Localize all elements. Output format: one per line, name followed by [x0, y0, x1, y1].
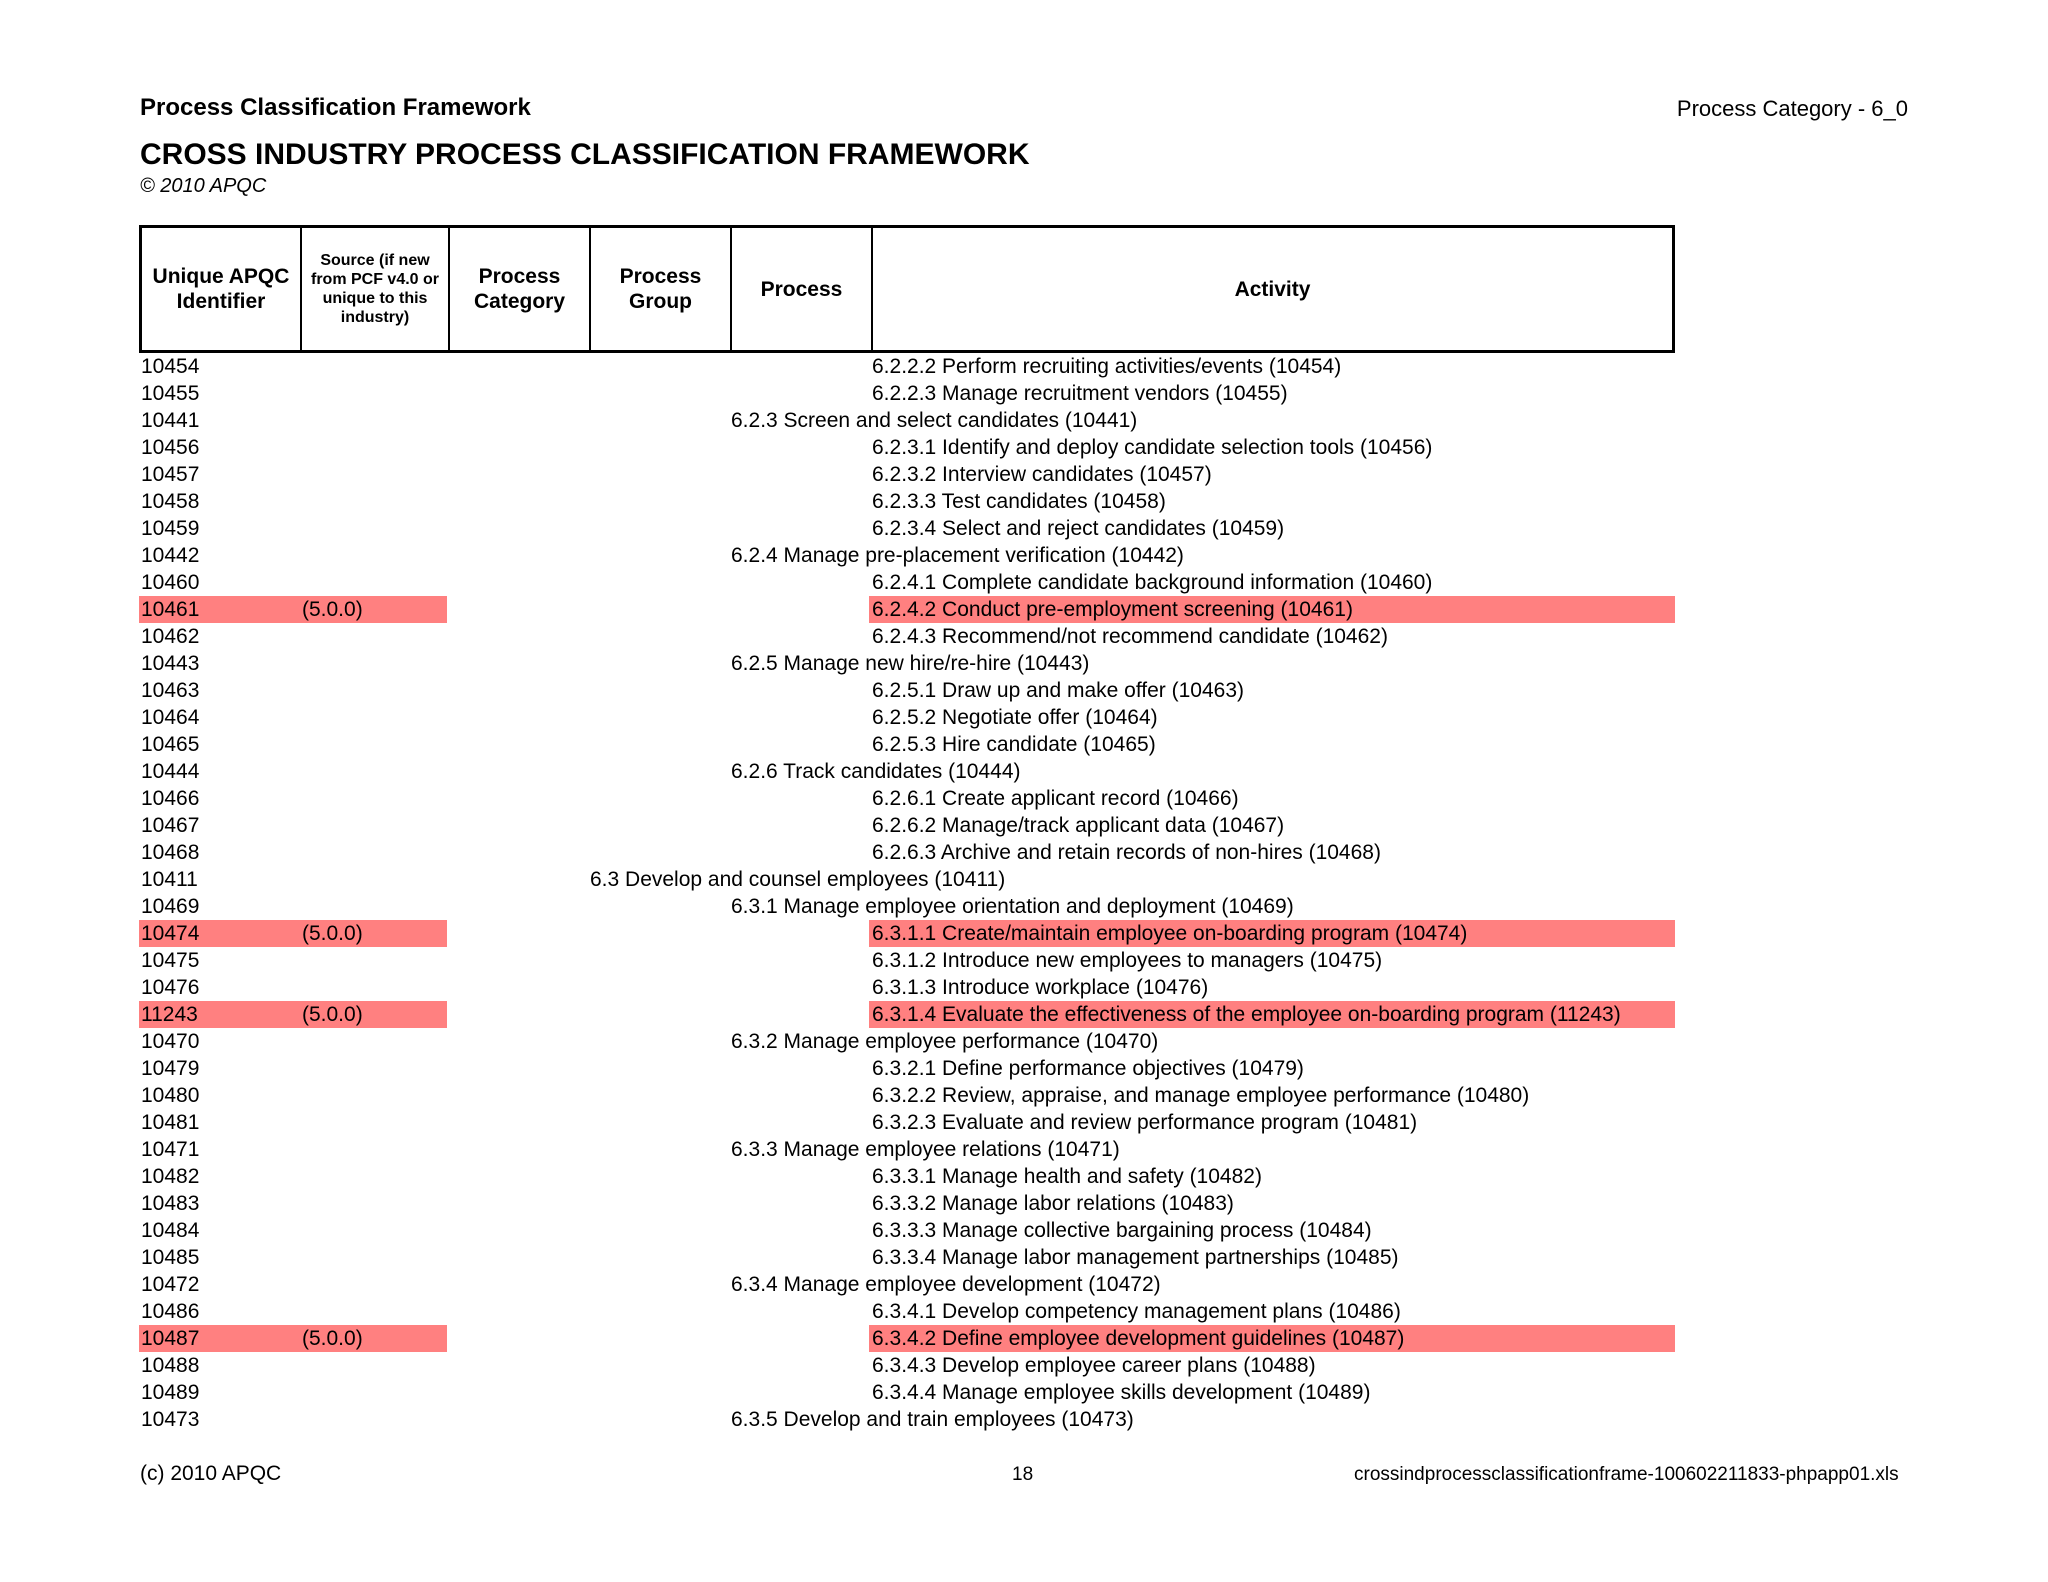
row-identifier: 10483	[141, 1192, 200, 1215]
row-identifier: 10462	[141, 625, 200, 648]
row-source: (5.0.0)	[302, 1003, 363, 1026]
row-description: 6.2.3.2 Interview candidates (10457)	[872, 463, 1212, 486]
row-identifier: 10460	[141, 571, 200, 594]
column-header-source: Source (if new from PCF v4.0 or unique to this industry)	[302, 228, 450, 350]
table-row	[139, 623, 1675, 650]
table-row	[139, 515, 1675, 542]
row-description: 6.2.4.1 Complete candidate background information (10460)	[872, 571, 1433, 594]
table-row	[139, 731, 1675, 758]
page-title: CROSS INDUSTRY PROCESS CLASSIFICATION FRAMEWORK	[140, 138, 1030, 171]
table-row	[139, 380, 1675, 407]
table-row	[139, 812, 1675, 839]
table-row	[139, 1136, 1675, 1163]
row-identifier: 10468	[141, 841, 200, 864]
row-identifier: 10481	[141, 1111, 200, 1134]
row-description: 6.3.3 Manage employee relations (10471)	[731, 1138, 1120, 1161]
row-description: 6.3.2.2 Review, appraise, and manage employee performance (10480)	[872, 1084, 1530, 1107]
table-row	[139, 1244, 1675, 1271]
table-row	[139, 1379, 1675, 1406]
row-identifier: 10475	[141, 949, 200, 972]
row-identifier: 10411	[141, 868, 198, 891]
header-right-category: Process Category - 6_0	[1676, 96, 1908, 121]
table-row	[139, 569, 1675, 596]
row-identifier: 10469	[141, 895, 200, 918]
table-row	[139, 1298, 1675, 1325]
row-description: 6.3 Develop and counsel employees (10411)	[590, 868, 1006, 891]
row-identifier: 10488	[141, 1354, 200, 1377]
row-description: 6.3.1.3 Introduce workplace (10476)	[872, 976, 1209, 999]
row-description: 6.3.3.2 Manage labor relations (10483)	[872, 1192, 1234, 1215]
row-description: 6.3.3.4 Manage labor management partnerships (10485)	[872, 1246, 1399, 1269]
table-row	[139, 1352, 1675, 1379]
row-source: (5.0.0)	[302, 598, 363, 621]
table-row	[139, 893, 1675, 920]
row-description: 6.3.2.1 Define performance objectives (10479)	[872, 1057, 1304, 1080]
row-identifier: 10457	[141, 463, 200, 486]
row-identifier: 10458	[141, 490, 200, 513]
row-description: 6.2.6.1 Create applicant record (10466)	[872, 787, 1239, 810]
row-description: 6.2.5.1 Draw up and make offer (10463)	[872, 679, 1245, 702]
row-identifier: 10485	[141, 1246, 200, 1269]
row-identifier: 10482	[141, 1165, 200, 1188]
row-identifier: 10474	[141, 922, 200, 945]
row-description: 6.3.3.3 Manage collective bargaining process (10484)	[872, 1219, 1372, 1242]
row-identifier: 10472	[141, 1273, 200, 1296]
row-description: 6.3.1 Manage employee orientation and deployment (10469)	[731, 895, 1294, 918]
table-row	[139, 542, 1675, 569]
row-description: 6.3.2.3 Evaluate and review performance program (10481)	[872, 1111, 1418, 1134]
column-header-id: Unique APQC Identifier	[142, 228, 302, 350]
table-row	[139, 947, 1675, 974]
row-description: 6.2.5 Manage new hire/re-hire (10443)	[731, 652, 1090, 675]
table-row	[139, 1001, 1675, 1028]
row-identifier: 10479	[141, 1057, 200, 1080]
row-source: (5.0.0)	[302, 922, 363, 945]
table-row	[139, 1082, 1675, 1109]
row-description: 6.3.2 Manage employee performance (10470)	[731, 1030, 1159, 1053]
header-left-title: Process Classification Framework	[140, 94, 531, 121]
row-description: 6.2.6.3 Archive and retain records of non-hires (10468)	[872, 841, 1381, 864]
table-row	[139, 1217, 1675, 1244]
table-row	[139, 866, 1675, 893]
row-identifier: 10442	[141, 544, 200, 567]
row-identifier: 10443	[141, 652, 200, 675]
row-identifier: 10466	[141, 787, 200, 810]
row-identifier: 10456	[141, 436, 200, 459]
row-description: 6.3.4.3 Develop employee career plans (10488)	[872, 1354, 1316, 1377]
row-description: 6.3.4 Manage employee development (10472)	[731, 1273, 1161, 1296]
table-row	[139, 677, 1675, 704]
footer-copyright: (c) 2010 APQC	[140, 1462, 282, 1485]
table-row	[139, 920, 1675, 947]
row-identifier: 10467	[141, 814, 200, 837]
row-description: 6.3.4.4 Manage employee skills development (10489)	[872, 1381, 1371, 1404]
row-source: (5.0.0)	[302, 1327, 363, 1350]
table-row	[139, 1406, 1675, 1433]
table-row	[139, 758, 1675, 785]
table-row	[139, 488, 1675, 515]
row-identifier: 10465	[141, 733, 200, 756]
table-row	[139, 407, 1675, 434]
row-description: 6.2.4 Manage pre-placement verification (10442)	[731, 544, 1184, 567]
table-row	[139, 1190, 1675, 1217]
table-row	[139, 596, 1675, 623]
table-row	[139, 785, 1675, 812]
column-header-category: Process Category	[450, 228, 591, 350]
row-description: 6.2.2.2 Perform recruiting activities/events (10454)	[872, 355, 1342, 378]
row-description: 6.2.3.4 Select and reject candidates (10459)	[872, 517, 1285, 540]
row-description: 6.2.4.3 Recommend/not recommend candidate (10462)	[872, 625, 1388, 648]
row-identifier: 11243	[141, 1003, 198, 1026]
row-identifier: 10455	[141, 382, 200, 405]
copyright: © 2010 APQC	[140, 175, 267, 197]
table-row	[139, 353, 1675, 380]
table-header	[139, 225, 1675, 353]
row-description: 6.3.1.1 Create/maintain employee on-boarding program (10474)	[872, 922, 1468, 945]
page-number: 18	[1012, 1464, 1034, 1485]
row-description: 6.2.3 Screen and select candidates (10441)	[731, 409, 1138, 432]
row-identifier: 10441	[141, 409, 200, 432]
row-identifier: 10459	[141, 517, 200, 540]
column-header-process: Process	[732, 228, 873, 350]
table-row	[139, 1163, 1675, 1190]
row-description: 6.2.3.3 Test candidates (10458)	[872, 490, 1166, 513]
row-identifier: 10471	[141, 1138, 200, 1161]
table-row	[139, 1055, 1675, 1082]
row-identifier: 10470	[141, 1030, 200, 1053]
row-description: 6.3.3.1 Manage health and safety (10482)	[872, 1165, 1262, 1188]
row-identifier: 10444	[141, 760, 200, 783]
column-header-group: Process Group	[591, 228, 732, 350]
row-identifier: 10487	[141, 1327, 200, 1350]
table-body	[139, 353, 1675, 1433]
row-identifier: 10486	[141, 1300, 200, 1323]
table-row	[139, 1271, 1675, 1298]
row-description: 6.2.3.1 Identify and deploy candidate selection tools (10456)	[872, 436, 1433, 459]
table-row	[139, 839, 1675, 866]
row-identifier: 10476	[141, 976, 200, 999]
row-description: 6.2.5.3 Hire candidate (10465)	[872, 733, 1156, 756]
row-identifier: 10464	[141, 706, 200, 729]
table-row	[139, 974, 1675, 1001]
table-row	[139, 434, 1675, 461]
table-row	[139, 1325, 1675, 1352]
row-description: 6.2.6.2 Manage/track applicant data (10467)	[872, 814, 1285, 837]
row-description: 6.3.4.1 Develop competency management plans (10486)	[872, 1300, 1401, 1323]
column-header-activity: Activity	[1234, 277, 1311, 301]
row-identifier: 10473	[141, 1408, 200, 1431]
row-description: 6.2.2.3 Manage recruitment vendors (10455)	[872, 382, 1288, 405]
row-identifier: 10463	[141, 679, 200, 702]
row-description: 6.3.5 Develop and train employees (10473)	[731, 1408, 1134, 1431]
row-description: 6.2.6 Track candidates (10444)	[731, 760, 1021, 783]
row-identifier: 10489	[141, 1381, 200, 1404]
row-description: 6.2.4.2 Conduct pre-employment screening (10461)	[872, 598, 1353, 621]
footer-filename: crossindprocessclassificationframe-100602211833-phpapp01.xls	[1354, 1464, 1899, 1485]
table-row	[139, 1109, 1675, 1136]
row-description: 6.3.4.2 Define employee development guidelines (10487)	[872, 1327, 1405, 1350]
table-row	[139, 704, 1675, 731]
row-description: 6.3.1.4 Evaluate the effectiveness of the employee on-boarding program (11243)	[872, 1003, 1621, 1026]
table-row	[139, 461, 1675, 488]
table-row	[139, 1028, 1675, 1055]
table-row	[139, 650, 1675, 677]
row-description: 6.2.5.2 Negotiate offer (10464)	[872, 706, 1158, 729]
row-identifier: 10461	[141, 598, 200, 621]
row-identifier: 10484	[141, 1219, 200, 1242]
row-identifier: 10480	[141, 1084, 200, 1107]
row-identifier: 10454	[141, 355, 200, 378]
row-description: 6.3.1.2 Introduce new employees to managers (10475)	[872, 949, 1383, 972]
